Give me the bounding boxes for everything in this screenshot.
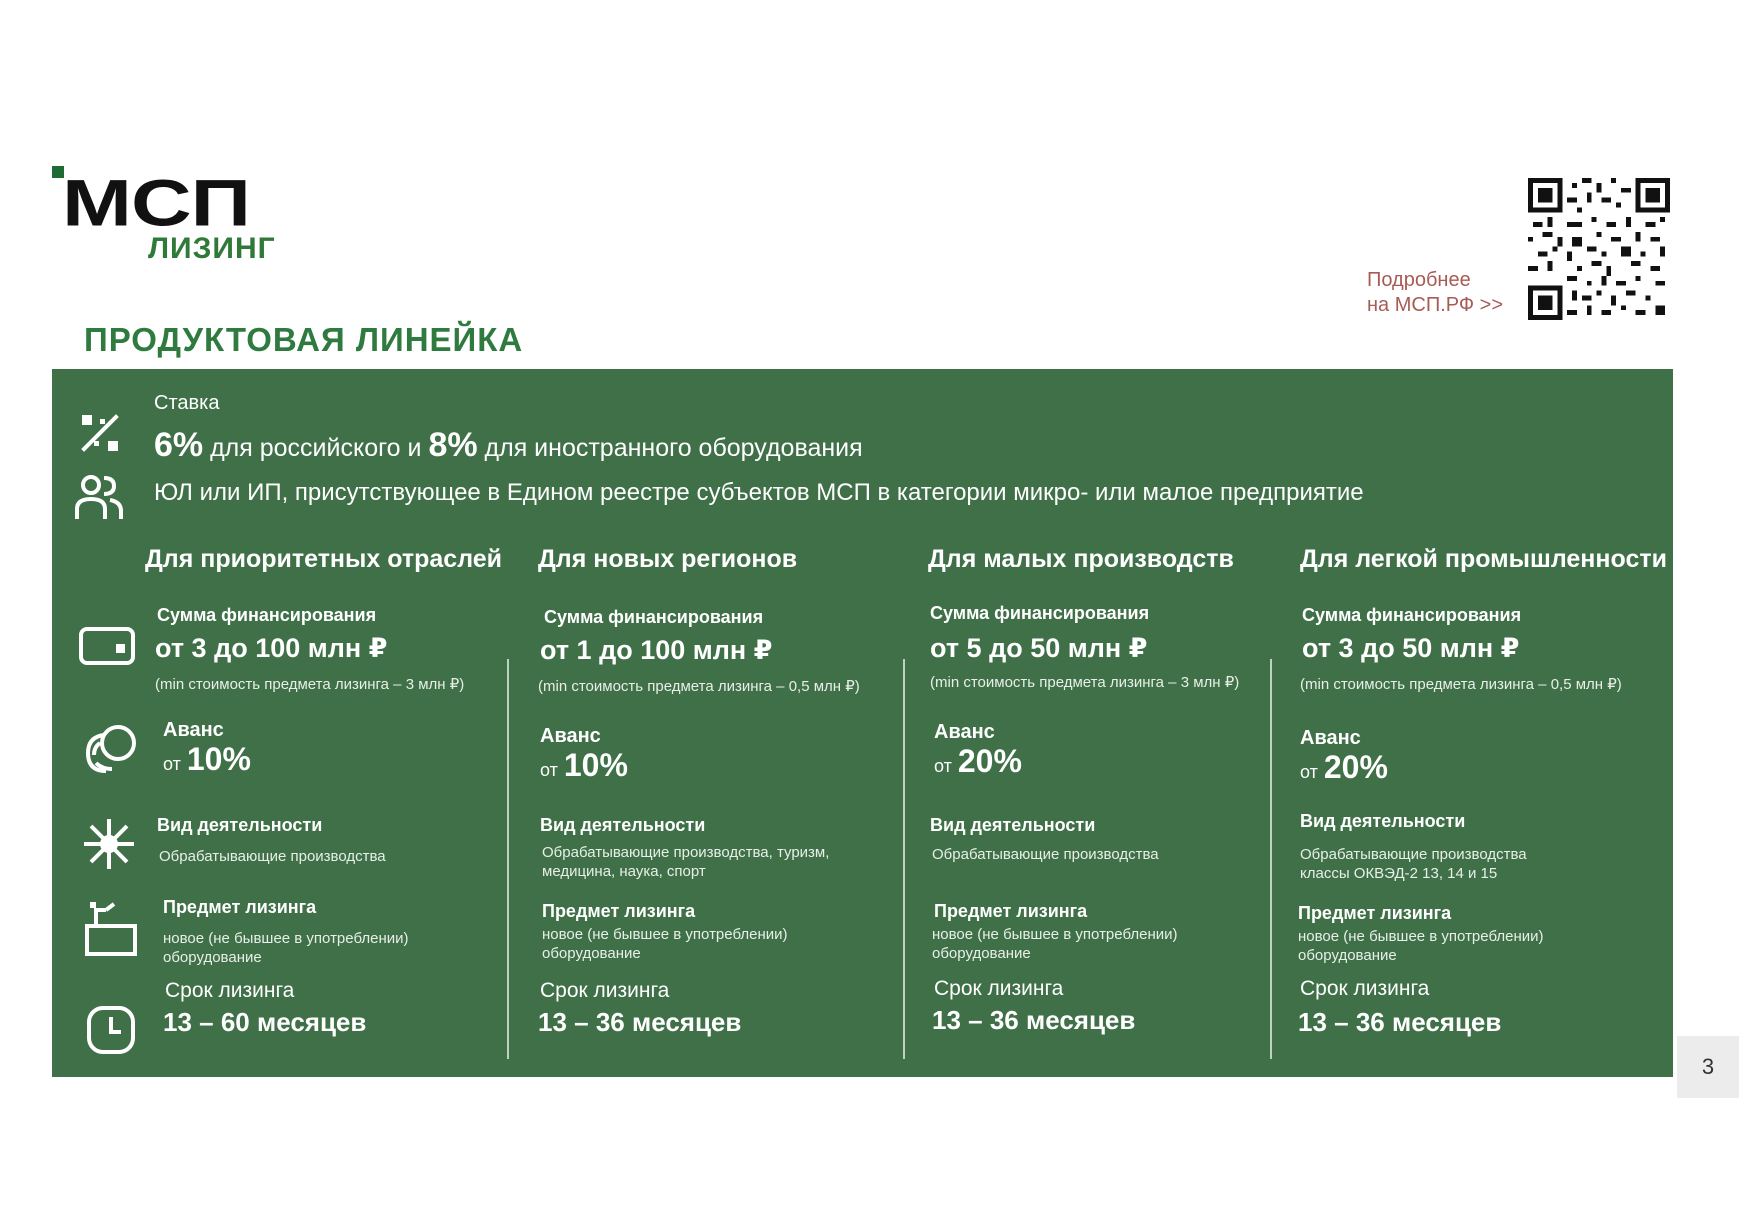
logo-sub-text: ЛИЗИНГ — [148, 232, 276, 265]
amount-label: Сумма финансирования — [157, 605, 377, 625]
activity-text: Обрабатывающие производства — [932, 846, 1159, 863]
term-value: 13 – 36 месяцев — [932, 1005, 1136, 1035]
rate-label: Ставка — [154, 392, 220, 414]
wallet-icon — [78, 626, 136, 666]
advance-prefix: от — [934, 756, 952, 776]
logo — [52, 166, 302, 276]
advance-value: 10% — [186, 741, 251, 777]
term-label: Срок лизинга — [540, 979, 670, 1002]
min-cost-note: (min стоимость предмета лизинга – 0,5 млн ₽) — [538, 678, 860, 695]
amount-value: от 5 до 50 млн ₽ — [930, 633, 1148, 663]
advance-label: Аванс — [1300, 727, 1361, 749]
rate-ru-value: 6% — [154, 426, 204, 464]
subject-text: новое (не бывшее в употреблении) оборудование — [542, 926, 788, 962]
min-cost-note: (min стоимость предмета лизинга – 3 млн ₽) — [930, 674, 1240, 691]
product-column-priority — [145, 545, 505, 1065]
advance-line — [163, 741, 251, 778]
rate-foreign-text: для иностранного оборудования — [477, 434, 863, 462]
subject-label: Предмет лизинга — [934, 901, 1088, 921]
more-info-link[interactable] — [1367, 268, 1527, 318]
amount-value: от 1 до 100 млн ₽ — [540, 635, 773, 665]
term-value: 13 – 60 месяцев — [163, 1007, 367, 1037]
subject-text: новое (не бывшее в употреблении) оборудование — [932, 926, 1178, 962]
product-column-new-regions — [538, 545, 898, 1065]
activity-text: Обрабатывающие производства — [159, 848, 386, 865]
subject-label: Предмет лизинга — [163, 897, 317, 917]
page-number: 3 — [1677, 1036, 1739, 1098]
advance-label: Аванс — [540, 725, 601, 747]
advance-prefix: от — [540, 760, 558, 780]
more-info-line1: Подробнее — [1367, 269, 1471, 291]
column-title: Для новых регионов — [538, 545, 798, 573]
column-title: Для легкой промышленности — [1300, 545, 1667, 573]
advance-prefix: от — [163, 754, 181, 774]
more-info-line2: на МСП.РФ >> — [1367, 294, 1503, 316]
term-value: 13 – 36 месяцев — [538, 1007, 742, 1037]
column-title: Для малых производств — [928, 545, 1234, 573]
amount-label: Сумма финансирования — [930, 603, 1150, 623]
rate-foreign-value: 8% — [428, 426, 478, 464]
advance-label: Аванс — [934, 721, 995, 743]
amount-value: от 3 до 50 млн ₽ — [1302, 633, 1520, 663]
term-label: Срок лизинга — [934, 977, 1064, 1000]
advance-value: 20% — [957, 743, 1022, 779]
subject-label: Предмет лизинга — [542, 901, 696, 921]
activity-label: Вид деятельности — [1300, 811, 1466, 831]
subject-label: Предмет лизинга — [1298, 903, 1452, 923]
product-column-small-production — [928, 545, 1268, 1065]
clock-icon — [86, 1005, 136, 1055]
people-icon — [74, 473, 124, 521]
column-divider — [903, 659, 905, 1059]
activity-text: Обрабатывающие производства, туризм, медицина, наука, спорт — [542, 844, 830, 880]
advance-line — [540, 747, 628, 784]
advance-line — [934, 743, 1022, 780]
product-panel — [52, 369, 1673, 1077]
section-title: ПРОДУКТОВАЯ ЛИНЕЙКА — [84, 321, 524, 358]
rate-ru-text: для российского и — [203, 434, 429, 462]
advance-value: 20% — [1323, 749, 1388, 785]
advance-line — [1300, 749, 1388, 786]
advance-label: Аванс — [163, 719, 224, 741]
qr-code-icon[interactable] — [1528, 178, 1670, 320]
column-divider — [1270, 659, 1272, 1059]
subject-text: новое (не бывшее в употреблении) оборудование — [1298, 928, 1544, 964]
advance-value: 10% — [563, 747, 628, 783]
term-value: 13 – 36 месяцев — [1298, 1007, 1502, 1037]
advance-prefix: от — [1300, 762, 1318, 782]
machine-icon — [84, 902, 138, 958]
term-label: Срок лизинга — [1300, 977, 1430, 1000]
eligibility-text: ЮЛ или ИП, присутствующее в Едином реестре субъектов МСП в категории микро- или малое предприятие — [154, 479, 1364, 506]
coins-icon — [82, 723, 138, 777]
min-cost-note: (min стоимость предмета лизинга – 0,5 млн ₽) — [1300, 676, 1622, 693]
product-column-light-industry — [1300, 545, 1670, 1065]
subject-text: новое (не бывшее в употреблении) оборудование — [163, 930, 409, 966]
logo-main-text: МСП — [62, 166, 251, 240]
column-title: Для приоритетных отраслей — [145, 545, 503, 573]
activity-text: Обрабатывающие производства классы ОКВЭД-2 13, 14 и 15 — [1300, 846, 1527, 882]
activity-label: Вид деятельности — [157, 815, 323, 835]
rate-line — [154, 425, 863, 466]
term-label: Срок лизинга — [165, 979, 295, 1002]
amount-value: от 3 до 100 млн ₽ — [155, 633, 388, 663]
activity-label: Вид деятельности — [540, 815, 706, 835]
amount-label: Сумма финансирования — [544, 607, 764, 627]
min-cost-note: (min стоимость предмета лизинга – 3 млн ₽) — [155, 676, 465, 693]
gear-burst-icon — [82, 817, 136, 871]
amount-label: Сумма финансирования — [1302, 605, 1522, 625]
activity-label: Вид деятельности — [930, 815, 1096, 835]
percent-icon — [78, 411, 122, 455]
column-divider — [507, 659, 509, 1059]
